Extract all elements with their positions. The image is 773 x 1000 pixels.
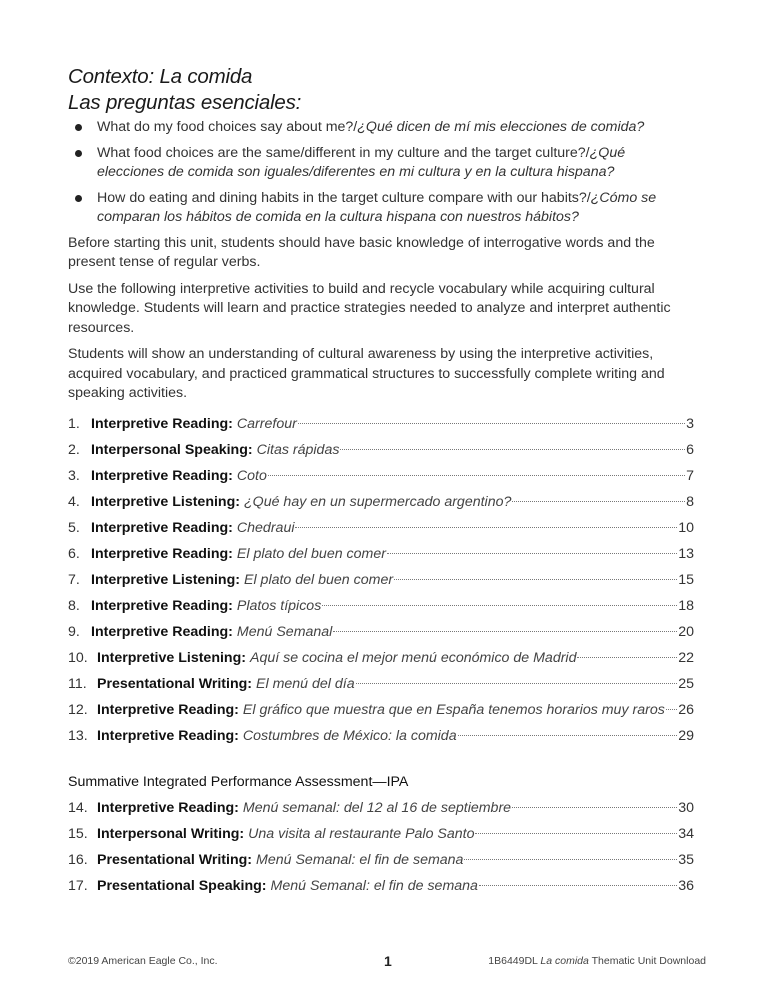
dot-leader bbox=[475, 833, 677, 834]
toc-entry[interactable]: 1. Interpretive Reading: Carrefour 3 bbox=[68, 411, 694, 437]
outcomes-paragraph: Students will show an understanding of cultural awareness by using the interpretive activities, acquired vocabulary, and practiced grammatical structures to successfully complete writing and speaking activities. bbox=[68, 346, 665, 401]
document-page bbox=[68, 64, 694, 899]
dot-leader bbox=[356, 683, 678, 684]
toc-entry[interactable]: 10. Interpretive Listening: Aquí se cocina el mejor menú económico de Madrid 22 bbox=[68, 645, 694, 671]
page-number: 8 bbox=[686, 493, 694, 510]
essential-question: What do my food choices say about me?/¿Qué dicen de mí mis elecciones de comida? bbox=[68, 118, 694, 138]
toc-entry[interactable]: 13. Interpretive Reading: Costumbres de México: la comida 29 bbox=[68, 723, 694, 749]
copyright: ©2019 American Eagle Co., Inc. bbox=[68, 955, 218, 967]
page-number: 30 bbox=[678, 799, 694, 816]
dot-leader bbox=[387, 553, 677, 554]
page-number: 25 bbox=[678, 675, 694, 692]
essential-question: What food choices are the same/different in my culture and the target culture?/¿Qué elecciones de comida son iguales/diferentes en mi cultura y en la cultura hispana? bbox=[68, 144, 694, 183]
essential-question: How do eating and dining habits in the target culture compare with our habits?/¿Cómo se comparan los hábitos de comida en la cultura hispana con nuestros hábitos? bbox=[68, 189, 694, 228]
toc-entry[interactable]: 17. Presentational Speaking: Menú Semanal: el fin de semana 36 bbox=[68, 873, 694, 899]
page-number: 7 bbox=[686, 467, 694, 484]
page-number: 13 bbox=[678, 545, 694, 562]
toc-entry[interactable]: 12. Interpretive Reading: El gráfico que muestra que en España tenemos horarios muy raros 26 bbox=[68, 697, 694, 723]
toc-entry[interactable]: 14. Interpretive Reading: Menú semanal: del 12 al 16 de septiembre 30 bbox=[68, 795, 694, 821]
toc-entry[interactable]: 15. Interpersonal Writing: Una visita al restaurante Palo Santo 34 bbox=[68, 821, 694, 847]
page-number: 35 bbox=[678, 851, 694, 868]
dot-leader bbox=[268, 475, 685, 476]
toc-entry[interactable]: 7. Interpretive Listening: El plato del buen comer 15 bbox=[68, 567, 694, 593]
page-number: 26 bbox=[678, 701, 694, 718]
bullet-icon bbox=[75, 195, 82, 202]
page-number: 34 bbox=[678, 825, 694, 842]
page-number: 3 bbox=[686, 415, 694, 432]
dot-leader bbox=[340, 449, 685, 450]
page-number: 18 bbox=[678, 597, 694, 614]
dot-leader bbox=[512, 807, 677, 808]
dot-leader bbox=[512, 501, 685, 502]
toc-entry[interactable]: 2. Interpersonal Speaking: Citas rápidas 6 bbox=[68, 437, 694, 463]
bullet-icon bbox=[75, 150, 82, 157]
dot-leader bbox=[333, 631, 677, 632]
dot-leader bbox=[479, 885, 677, 886]
page-number: 20 bbox=[678, 623, 694, 640]
summative-table-of-contents bbox=[68, 795, 694, 899]
dot-leader bbox=[298, 423, 685, 424]
page-number: 36 bbox=[678, 877, 694, 894]
toc-entry[interactable]: 3. Interpretive Reading: Coto 7 bbox=[68, 463, 694, 489]
page-number: 29 bbox=[678, 727, 694, 744]
dot-leader bbox=[666, 709, 677, 710]
toc-entry[interactable]: 5. Interpretive Reading: Chedraui 10 bbox=[68, 515, 694, 541]
dot-leader bbox=[458, 735, 678, 736]
toc-entry[interactable]: 4. Interpretive Listening: ¿Qué hay en un supermercado argentino? 8 bbox=[68, 489, 694, 515]
toc-entry[interactable]: 9. Interpretive Reading: Menú Semanal 20 bbox=[68, 619, 694, 645]
product-info: 1B6449DL La comida Thematic Unit Download bbox=[488, 955, 706, 967]
summative-section-title: Summative Integrated Performance Assessment—IPA bbox=[68, 773, 409, 790]
prerequisites-paragraph: Before starting this unit, students should have basic knowledge of interrogative words and the present tense of regular verbs. bbox=[68, 234, 655, 270]
toc-entry[interactable]: 16. Presentational Writing: Menú Semanal: el fin de semana 35 bbox=[68, 847, 694, 873]
toc-entry[interactable]: 11. Presentational Writing: El menú del día 25 bbox=[68, 671, 694, 697]
essential-questions-list bbox=[68, 118, 694, 228]
toc-entry[interactable]: 8. Interpretive Reading: Platos típicos 18 bbox=[68, 593, 694, 619]
activities-paragraph: Use the following interpretive activities to build and recycle vocabulary while acquiring cultural knowledge. Students will learn and practice strategies needed to analyze and interpret authentic resources. bbox=[68, 280, 671, 336]
dot-leader bbox=[577, 657, 677, 658]
dot-leader bbox=[394, 579, 677, 580]
page-number: 22 bbox=[678, 649, 694, 666]
page-number: 10 bbox=[678, 519, 694, 536]
footer-page-number: 1 bbox=[384, 953, 392, 969]
dot-leader bbox=[295, 527, 677, 528]
page-number: 6 bbox=[686, 441, 694, 458]
dot-leader bbox=[464, 859, 677, 860]
essential-questions-title: Las preguntas esenciales: bbox=[68, 91, 302, 114]
context-title: Contexto: La comida bbox=[68, 65, 253, 88]
bullet-icon bbox=[75, 124, 82, 131]
table-of-contents bbox=[68, 411, 694, 749]
toc-entry[interactable]: 6. Interpretive Reading: El plato del buen comer 13 bbox=[68, 541, 694, 567]
dot-leader bbox=[322, 605, 677, 606]
page-number: 15 bbox=[678, 571, 694, 588]
